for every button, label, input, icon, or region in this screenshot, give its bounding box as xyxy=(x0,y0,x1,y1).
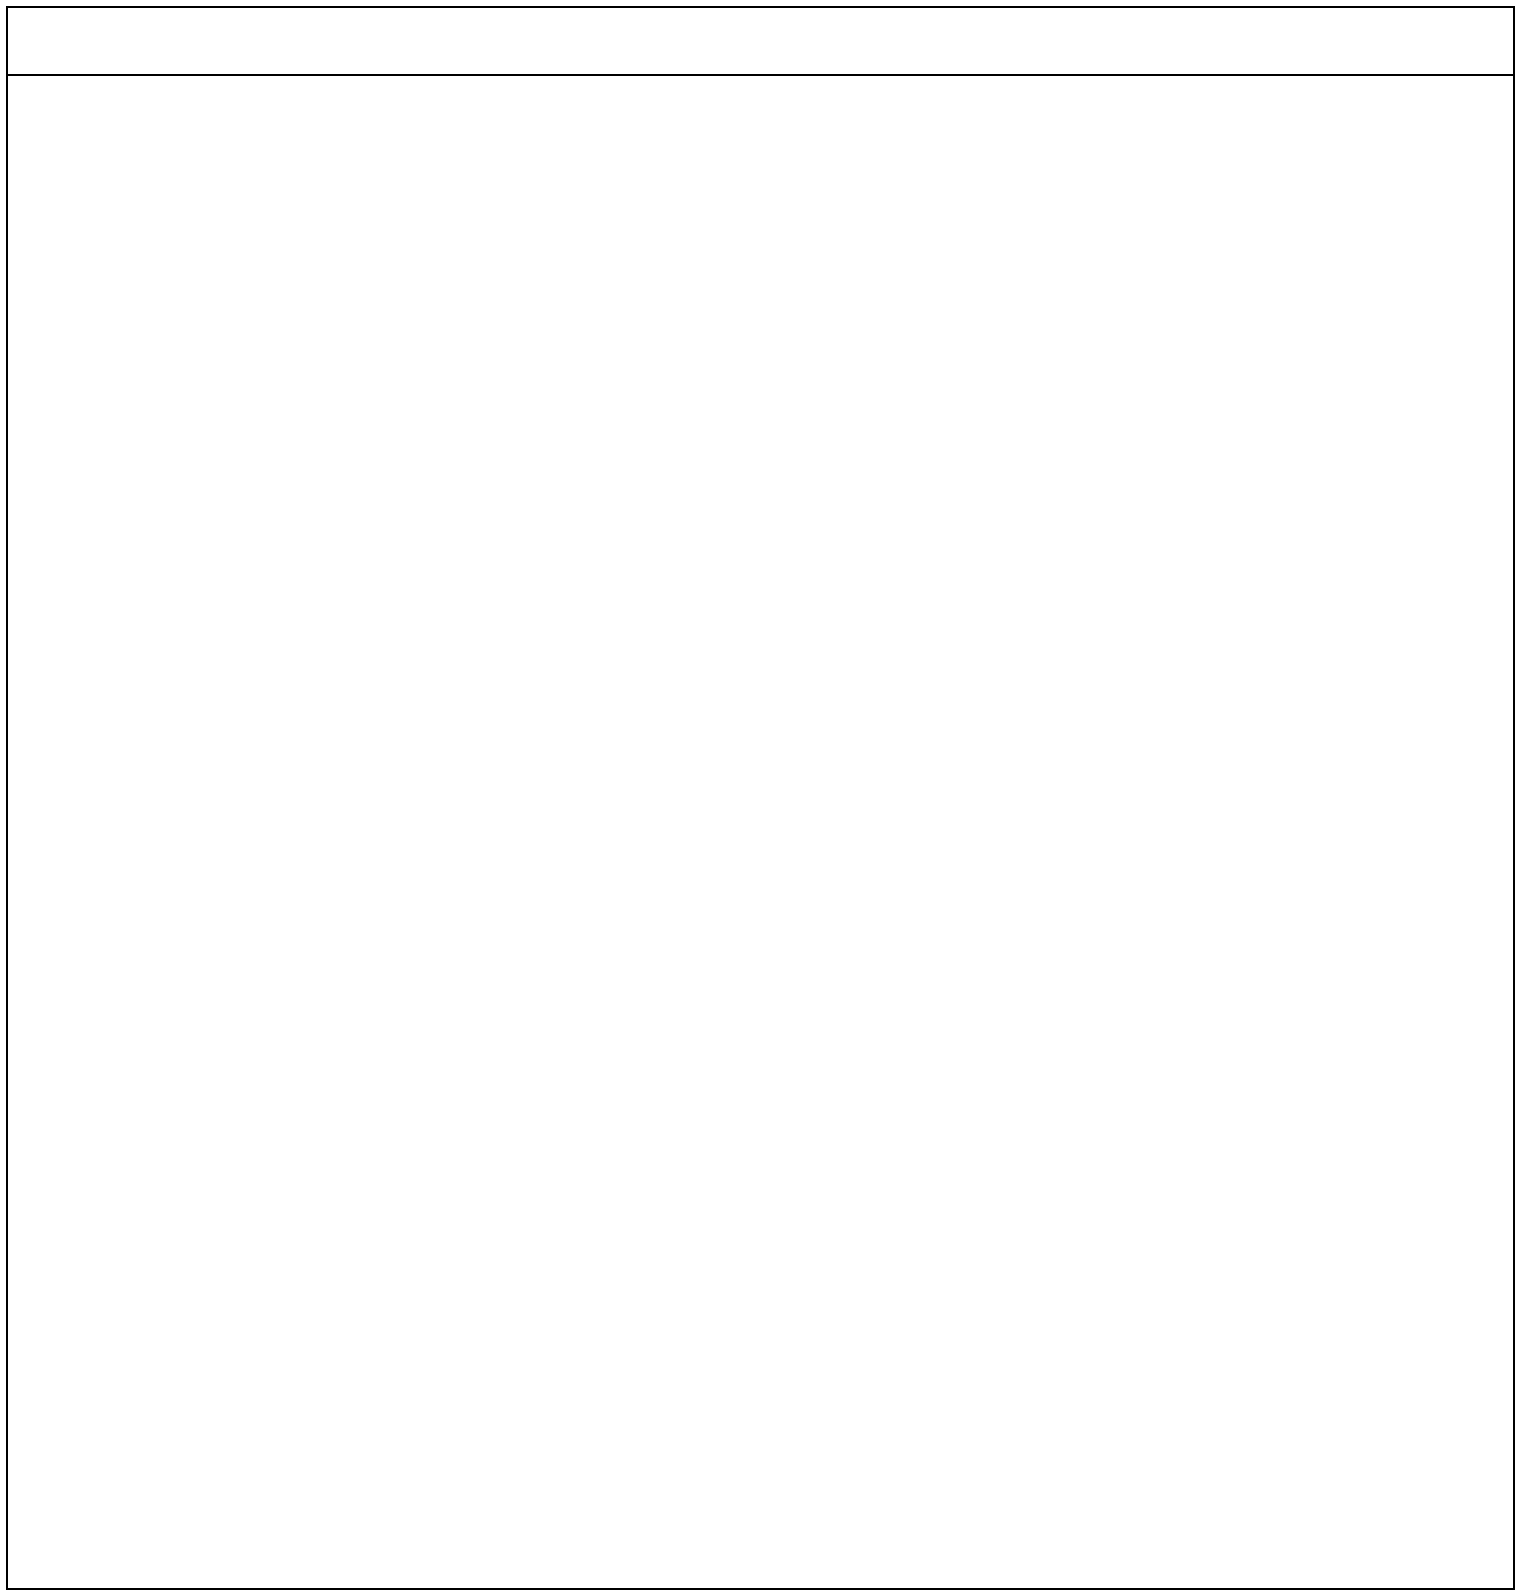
schedule-calendar xyxy=(6,6,1515,1590)
calendar-title xyxy=(8,8,1513,76)
